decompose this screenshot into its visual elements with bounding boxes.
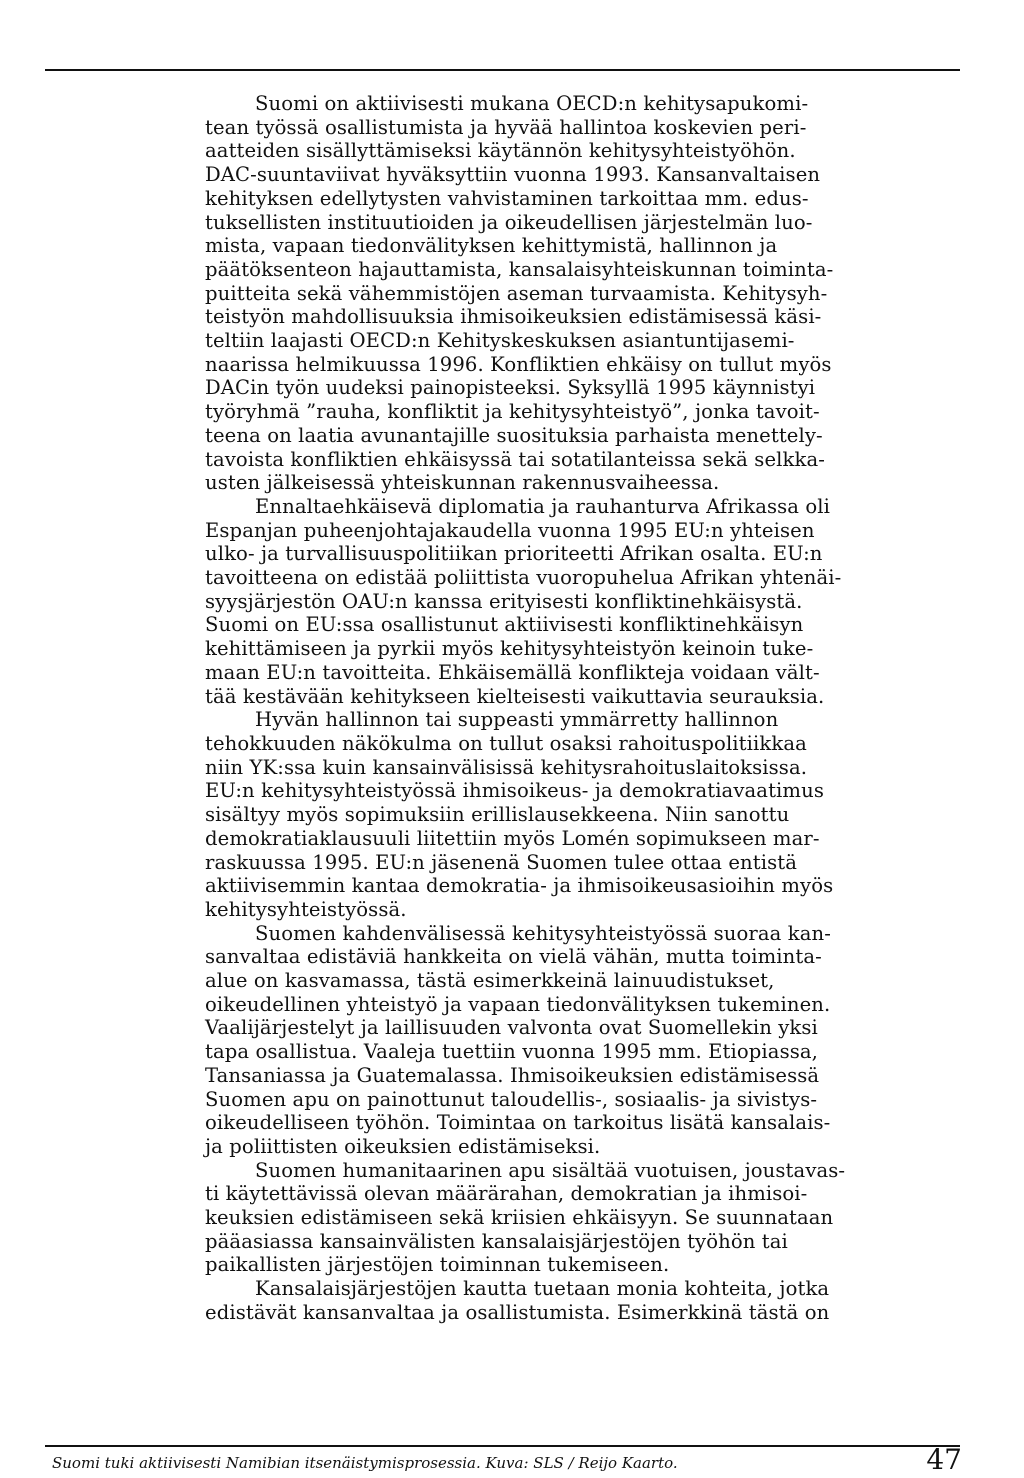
text-line: kehittämiseen ja pyrkii myös kehitysyhteistyön keinoin tuke- xyxy=(205,637,814,661)
paragraph xyxy=(205,1159,895,1278)
text-line: tavoitteena on edistää poliittista vuoropuhelua Afrikan yhtenäi- xyxy=(205,566,842,590)
paragraph xyxy=(205,1277,895,1324)
paragraph xyxy=(205,708,895,921)
paragraph xyxy=(205,92,895,495)
text-line: Suomi on EU:ssa osallistunut aktiivisesti konfliktinehkäisyn xyxy=(205,613,804,637)
text-line: Vaalijärjestelyt ja laillisuuden valvonta ovat Suomellekin yksi xyxy=(205,1016,818,1040)
paragraph xyxy=(205,495,895,708)
text-line: ti käytettävissä olevan määrärahan, demokratian ja ihmisoi- xyxy=(205,1182,808,1206)
text-line: syysjärjestön OAU:n kanssa erityisesti konfliktinehkäisystä. xyxy=(205,589,803,613)
text-line: ja poliittisten oikeuksien edistämiseksi. xyxy=(205,1134,601,1158)
text-line: aktiivisemmin kantaa demokratia- ja ihmisoikeusasioihin myös xyxy=(205,874,834,898)
text-line: kehityksen edellytysten vahvistaminen tarkoittaa mm. edus- xyxy=(205,186,809,210)
text-line: sisältyy myös sopimuksiin erillislausekkeena. Niin sanottu xyxy=(205,803,790,827)
text-line: työryhmä ”rauha, konfliktit ja kehitysyhteistyö”, jonka tavoit- xyxy=(205,400,820,424)
text-line: Kansalaisjärjestöjen kautta tuetaan monia kohteita, jotka xyxy=(255,1277,830,1301)
text-line: Ennaltaehkäisevä diplomatia ja rauhanturva Afrikassa oli xyxy=(255,494,831,518)
text-line: kehitysyhteistyössä. xyxy=(205,897,407,921)
text-line: ulko- ja turvallisuuspolitiikan prioriteetti Afrikan osalta. EU:n xyxy=(205,542,823,566)
text-line: usten jälkeisessä yhteiskunnan rakennusvaiheessa. xyxy=(205,471,720,495)
photo-caption: Suomi tuki aktiivisesti Namibian itsenäistymisprosessia. Kuva: SLS / Reijo Kaarto. xyxy=(52,1454,678,1472)
text-line: raskuussa 1995. EU:n jäsenenä Suomen tulee ottaa entistä xyxy=(205,850,798,874)
text-line: DAC-suuntaviivat hyväksyttiin vuonna 1993. Kansanvaltaisen xyxy=(205,163,821,187)
top-rule xyxy=(45,69,960,71)
page-number: 47 xyxy=(926,1443,962,1476)
article-body xyxy=(205,92,895,1325)
text-line: tavoista konfliktien ehkäisyssä tai sotatilanteissa sekä selkka- xyxy=(205,447,825,471)
text-line: aatteiden sisällyttämiseksi käytännön kehitysyhteistyöhön. xyxy=(205,139,796,163)
text-line: tehokkuuden näkökulma on tullut osaksi rahoituspolitiikkaa xyxy=(205,731,807,755)
text-line: tapa osallistua. Vaaleja tuettiin vuonna 1995 mm. Etiopiassa, xyxy=(205,1040,818,1064)
text-line: teltiin laajasti OECD:n Kehityskeskuksen asiantuntijasemi- xyxy=(205,329,795,353)
text-line: Suomen humanitaarinen apu sisältää vuotuisen, joustavas- xyxy=(255,1158,846,1182)
text-line: naarissa helmikuussa 1996. Konfliktien ehkäisy on tullut myös xyxy=(205,352,832,376)
text-line: Hyvän hallinnon tai suppeasti ymmärretty hallinnon xyxy=(255,708,779,732)
text-line: puitteita sekä vähemmistöjen aseman turvaamista. Kehitysyh- xyxy=(205,281,828,305)
text-line: Espanjan puheenjohtajakaudella vuonna 1995 EU:n yhteisen xyxy=(205,518,815,542)
text-line: mista, vapaan tiedonvälityksen kehittymistä, hallinnon ja xyxy=(205,234,778,258)
text-line: teistyön mahdollisuuksia ihmisoikeuksien edistämisessä käsi- xyxy=(205,305,822,329)
text-line: edistävät kansanvaltaa ja osallistumista. Esimerkkinä tästä on xyxy=(205,1300,830,1324)
text-line: maan EU:n tavoitteita. Ehkäisemällä konflikteja voidaan vält- xyxy=(205,660,820,684)
text-line: teena on laatia avunantajille suosituksia parhaista menettely- xyxy=(205,423,823,447)
text-line: tean työssä osallistumista ja hyvää hallintoa koskevien peri- xyxy=(205,115,807,139)
text-line: tuksellisten instituutioiden ja oikeudellisen järjestelmän luo- xyxy=(205,210,813,234)
text-line: paikallisten järjestöjen toiminnan tukemiseen. xyxy=(205,1253,670,1277)
text-line: päätöksenteon hajauttamista, kansalaisyhteiskunnan toiminta- xyxy=(205,257,834,281)
text-line: DACin työn uudeksi painopisteeksi. Syksyllä 1995 käynnistyi xyxy=(205,376,816,400)
bottom-rule xyxy=(45,1445,960,1447)
paragraph xyxy=(205,922,895,1159)
text-line: Suomen kahdenvälisessä kehitysyhteistyössä suoraa kan- xyxy=(255,921,831,945)
text-line: sanvaltaa edistäviä hankkeita on vielä vähän, mutta toiminta- xyxy=(205,945,822,969)
text-line: pääasiassa kansainvälisten kansalaisjärjestöjen työhön tai xyxy=(205,1229,788,1253)
text-line: niin YK:ssa kuin kansainvälisissä kehitysrahoituslaitoksissa. xyxy=(205,755,808,779)
text-line: Tansaniassa ja Guatemalassa. Ihmisoikeuksien edistämisessä xyxy=(205,1063,820,1087)
text-line: Suomi on aktiivisesti mukana OECD:n kehitysapukomi- xyxy=(255,92,809,115)
text-line: demokratiaklausuuli liitettiin myös Lomén sopimukseen mar- xyxy=(205,826,820,850)
text-line: oikeudellinen yhteistyö ja vapaan tiedonvälityksen tukeminen. xyxy=(205,992,831,1016)
text-line: EU:n kehitysyhteistyössä ihmisoikeus- ja demokratiavaatimus xyxy=(205,779,824,803)
text-line: Suomen apu on painottunut taloudellis-, sosiaalis- ja sivistys- xyxy=(205,1087,818,1111)
text-line: tää kestävään kehitykseen kielteisesti vaikuttavia seurauksia. xyxy=(205,684,825,708)
text-line: oikeudelliseen työhön. Toimintaa on tarkoitus lisätä kansalais- xyxy=(205,1111,831,1135)
text-line: alue on kasvamassa, tästä esimerkkeinä lainuudistukset, xyxy=(205,969,775,993)
text-line: keuksien edistämiseen sekä kriisien ehkäisyyn. Se suunnataan xyxy=(205,1206,834,1230)
